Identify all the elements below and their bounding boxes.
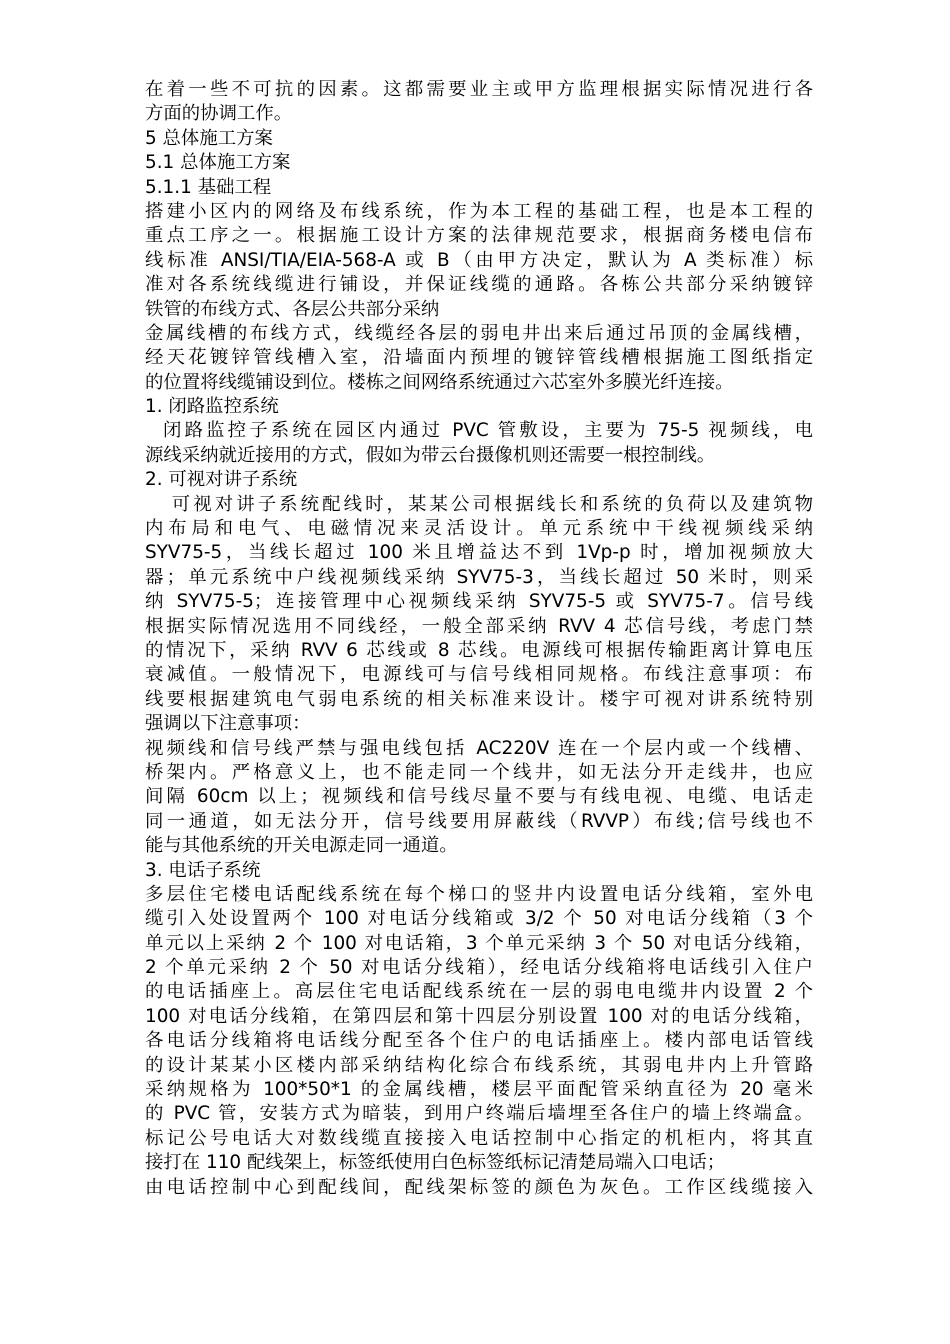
text-line: 衰减值。一般情况下，电源线可与信号线相同规格。布线注意事项：布 — [145, 664, 813, 686]
text-line: 视频线和信号线严禁与强电线包括 AC220V 连在一个层内或一个线槽、 — [145, 737, 813, 759]
text-line: 经天花镀锌管线槽入室，沿墙面内预埋的镀锌管线槽根据施工图纸指定 — [145, 347, 813, 369]
text-line: 间隔 60cm 以上；视频线和信号线尽量不要与有线电视、电缆、电话走 — [145, 786, 813, 808]
text-line: 桥架内。严格意义上，也不能走同一个线井，如无法分开走线井，也应 — [145, 761, 813, 783]
text-line: 在着一些不可抗的因素。这都需要业主或甲方监理根据实际情况进行各 — [145, 79, 813, 100]
text-line: 能与其他系统的开关电源走同一通道。 — [145, 835, 458, 857]
text-line: 各电话分线箱将电话线分配至各个住户的电话插座上。楼内部电话管线 — [145, 1030, 813, 1052]
text-line: 接打在 110 配线架上，标签纸使用白色标签纸标记清楚局端入口电话； — [145, 1152, 726, 1174]
text-line: 5.1.1 基础工程 — [145, 176, 272, 198]
text-line: 的位置将线缆铺设到位。楼栋之间网络系统通过六芯室外多膜光纤连接。 — [145, 371, 734, 393]
text-line: 由电话控制中心到配线间，配线架标签的颜色为灰色。工作区线缆接入 — [145, 1176, 813, 1198]
text-line: 5.1 总体施工方案 — [145, 152, 291, 174]
text-line: 的设计某某小区楼内部采纳结构化综合布线系统，其弱电井内上升管路 — [145, 1054, 813, 1076]
text-line: SYV75-5，当线长超过 100 米且增益达不到 1Vp-p 时，增加视频放大 — [145, 542, 813, 564]
text-line: 1. 闭路监控系统 — [145, 396, 279, 418]
text-line: 铁管的布线方式、各层公共部分采纳 — [145, 298, 440, 320]
text-line: 源线采纳就近接用的方式，假如为带云台摄像机则还需要一根控制线。 — [145, 444, 716, 466]
text-line: 闭路监控子系统在园区内通过 PVC 管敷设，主要为 75-5 视频线，电 — [145, 420, 813, 442]
text-line: 的情况下，采纳 RVV 6 芯线或 8 芯线。电源线可根据传输距离计算电压 — [145, 639, 813, 661]
text-line: 多层住宅楼电话配线系统在每个梯口的竖井内设置电话分线箱，室外电 — [145, 883, 813, 905]
text-line: 重点工序之一。根据施工设计方案的法律规范要求，根据商务楼电信布 — [145, 225, 813, 247]
text-line: 标记公号电话大对数线缆直接接入电话控制中心指定的机柜内，将其直 — [145, 1127, 813, 1149]
text-line: 采纳规格为 100*50*1 的金属线槽，楼层平面配管采纳直径为 20 毫米 — [145, 1079, 813, 1101]
text-line: 方面的协调工作。 — [145, 103, 293, 125]
text-line: 可视对讲子系统配线时，某某公司根据线长和系统的负荷以及建筑物 — [145, 493, 813, 515]
text-line: 内布局和电气、电磁情况来灵活设计。单元系统中干线视频线采纳 — [145, 518, 813, 540]
text-line: 金属线槽的布线方式，线缆经各层的弱电井出来后通过吊顶的金属线槽， — [145, 322, 813, 344]
text-line: 缆引入处设置两个 100 对电话分线箱或 3/2 个 50 对电话分线箱（3 个 — [145, 908, 813, 930]
text-line: 5 总体施工方案 — [145, 127, 273, 149]
text-line: 搭建小区内的网络及布线系统，作为本工程的基础工程，也是本工程的 — [145, 200, 813, 222]
text-line: 3. 电话子系统 — [145, 859, 261, 881]
text-line: 100 对电话分线箱，在第四层和第十四层分别设置 100 对的电话分线箱， — [145, 1005, 813, 1027]
text-line: 2. 可视对讲子系统 — [145, 469, 298, 491]
text-line: 根据实际情况选用不同线经，一般全部采纳 RVV 4 芯信号线，考虑门禁 — [145, 615, 813, 637]
text-line: 线要根据建筑电气弱电系统的相关标准来设计。楼宇可视对讲系统特别 — [145, 688, 813, 710]
text-line: 同一通道，如无法分开，信号线要用屏蔽线（RVVP）布线;信号线也不 — [145, 810, 813, 832]
document-body — [145, 78, 813, 1200]
text-line: 单元以上采纳 2 个 100 对电话箱，3 个单元采纳 3 个 50 对电话分线箱， — [145, 932, 813, 954]
text-line: 的 PVC 管，安装方式为暗装，到用户终端后墙埋至各住户的墙上终端盒。 — [145, 1103, 813, 1125]
text-line: 的电话插座上。高层住宅电话配线系统在一层的弱电电缆井内设置 2 个 — [145, 981, 813, 1003]
text-line: 准对各系统线缆进行铺设，并保证线缆的通路。各栋公共部分采纳镀锌 — [145, 274, 813, 296]
text-line: 强调以下注意事项： — [145, 713, 311, 735]
text-line: 器；单元系统中户线视频线采纳 SYV75-3，当线长超过 50 米时，则采 — [145, 566, 813, 588]
text-line: 2 个单元采纳 2 个 50 对电话分线箱），经电话分线箱将电话线引入住户 — [145, 957, 813, 979]
text-line: 纳 SYV75-5；连接管理中心视频线采纳 SYV75-5 或 SYV75-7。信号线 — [145, 591, 813, 613]
text-line: 线标准 ANSI/TIA/EIA-568-A 或 B（由甲方决定，默认为 A 类标准）标 — [145, 249, 813, 271]
